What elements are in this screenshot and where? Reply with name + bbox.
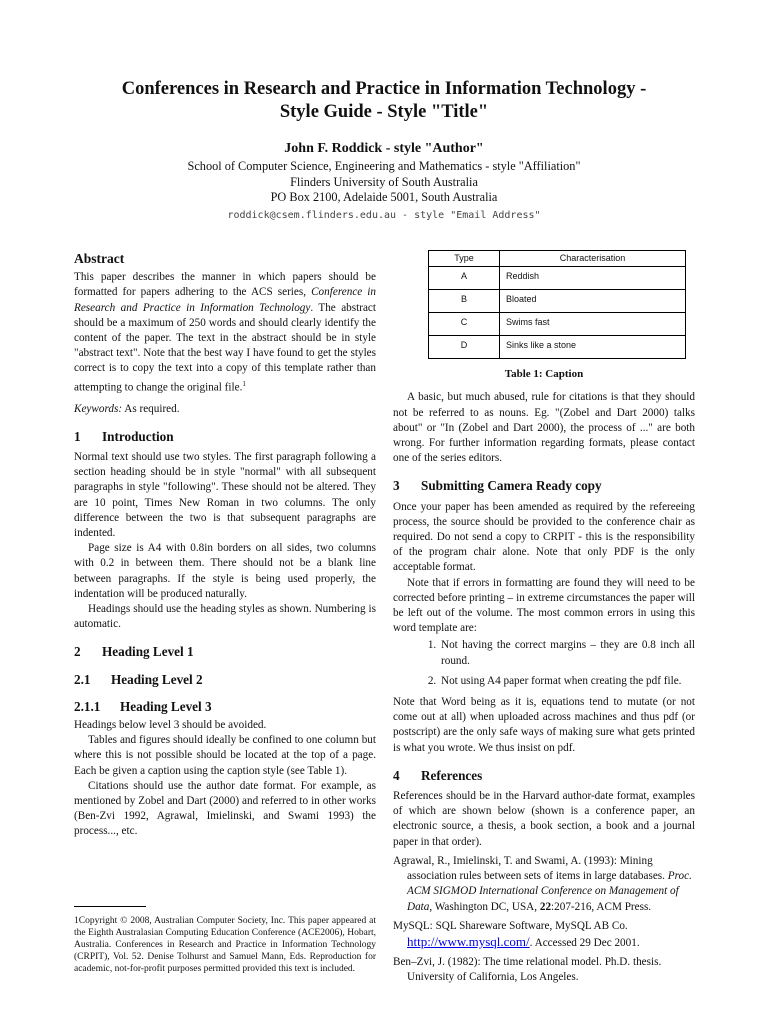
affiliation-line-3: PO Box 2100, Adelaide 5001, South Australia bbox=[270, 190, 498, 204]
camera-ready-paragraph-2: Note that if errors in formatting are found they will need to be corrected before printing – in extreme circumstances the paper will be left out of the volume. The most common errors in using this word template are: bbox=[393, 576, 695, 635]
copyright-footnote: 1Copyright © 2008, Australian Computer Society, Inc. This paper appeared at the Eighth Australasian Computing Education Conference (ACE2006), Hobart, Australia. Conferences in Research and Practice in Information Technology (CRPIT), Vol. 52. Denise Tolhurst and Samuel Mann, Eds. Reproduction for academic, not-for-profit purposes permitted provided this text is included. bbox=[74, 915, 376, 975]
example-table bbox=[428, 250, 686, 359]
affiliation-line-2: Flinders University of South Australia bbox=[290, 174, 478, 189]
section-title: Submitting Camera Ready copy bbox=[421, 478, 602, 494]
mysql-link[interactable]: http://www.mysql.com/ bbox=[407, 933, 530, 949]
heading3-paragraph-2: Tables and figures should ideally be confined to one column but where this is not possible should be located at the top of a page. Each be given a caption using the caption style (see Table 1). bbox=[74, 734, 376, 777]
camera-ready-paragraph-1: Once your paper has been amended as required by the refereeing process, the source should be provided to the conference chair as required. Do not send a copy to CRPIT - this is the responsibility of the program chair alone. Note that only PDF is the only acceptable format. bbox=[393, 500, 695, 574]
table-cell-type: D bbox=[429, 336, 500, 359]
table-caption: Table 1: Caption bbox=[504, 368, 584, 381]
ref-text: , Washington DC, USA, bbox=[429, 900, 540, 913]
intro-paragraph-3: Headings should use the heading styles as shown. Numbering is automatic. bbox=[74, 603, 376, 631]
heading3-paragraph-1: Headings below level 3 should be avoided. bbox=[74, 719, 267, 732]
ref-text: . Accessed 29 Dec 2001. bbox=[529, 936, 640, 949]
ref-text: MySQL: SQL Shareware Software, MySQL AB Co. bbox=[393, 919, 628, 932]
section-title: Heading Level 2 bbox=[111, 671, 203, 687]
table-row bbox=[429, 336, 686, 359]
section-title: Introduction bbox=[102, 428, 174, 444]
list-item: 1. Not having the correct margins – they are 0.8 inch all round. bbox=[439, 638, 695, 668]
section-number: 2.1 bbox=[74, 671, 91, 687]
section-heading-level-2 bbox=[74, 672, 376, 687]
table-cell-type: A bbox=[429, 267, 500, 290]
section-number: 2 bbox=[74, 644, 81, 660]
section-number: 1 bbox=[74, 428, 81, 444]
table-header-characterisation: Characterisation bbox=[500, 251, 686, 267]
table-cell-characterisation: Bloated bbox=[500, 290, 686, 313]
abstract-heading: Abstract bbox=[74, 251, 125, 266]
table-cell-characterisation: Sinks like a stone bbox=[500, 336, 686, 359]
table-cell-characterisation: Swims fast bbox=[500, 313, 686, 336]
ref-volume: 22 bbox=[539, 900, 552, 913]
email-address: roddick@csem.flinders.edu.au - style "Email Address" bbox=[227, 210, 541, 221]
reference-entry-agrawal bbox=[393, 854, 695, 915]
footnote-marker[interactable]: 1 bbox=[242, 379, 246, 388]
table-cell-type: C bbox=[429, 313, 500, 336]
table-header-type: Type bbox=[429, 251, 500, 267]
table-cell-characterisation: Reddish bbox=[500, 267, 686, 290]
section-heading-introduction bbox=[74, 429, 376, 444]
footnote-divider bbox=[74, 906, 146, 907]
table-row bbox=[429, 313, 686, 336]
affiliation-line-1: School of Computer Science, Engineering and Mathematics - style "Affiliation" bbox=[187, 159, 581, 173]
section-heading-level-1 bbox=[74, 644, 376, 659]
right-column bbox=[393, 248, 695, 990]
section-title: Heading Level 1 bbox=[102, 644, 194, 660]
ref-text: Agrawal, R., Imielinski, T. and Swami, A. (1993): Mining association rules between sets of items in large databases. bbox=[393, 854, 668, 883]
section-heading-references bbox=[393, 768, 695, 783]
affiliation bbox=[60, 159, 708, 206]
section-number: 2.1.1 bbox=[74, 698, 101, 714]
intro-paragraph-1: Normal text should use two styles. The first paragraph following a section heading should be in style "normal" with all subsequent paragraphs in style "following". These should not be altered. They are 10 point, Times New Roman in two columns. The only difference between the two is that subsequent paragraphs are indented. bbox=[74, 450, 376, 539]
list-item: 2. Not using A4 paper format when creating the pdf file. bbox=[439, 674, 695, 689]
reference-entry-mysql bbox=[393, 919, 695, 951]
section-heading-camera-ready bbox=[393, 478, 695, 493]
section-number: 4 bbox=[393, 767, 400, 783]
references-intro: References should be in the Harvard author-date format, examples of which are shown below (shown is a conference paper, an electronic source, a thesis, a book section, a book and a journal paper in that order). bbox=[393, 790, 695, 848]
table-row bbox=[429, 290, 686, 313]
ref-text: :207-216, ACM Press. bbox=[551, 900, 652, 913]
table-row bbox=[429, 267, 686, 290]
keywords-value: As required. bbox=[122, 402, 180, 415]
section-title: References bbox=[421, 767, 483, 783]
section-number: 3 bbox=[393, 478, 400, 494]
reference-entry-benzvi: Ben–Zvi, J. (1982): The time relational model. Ph.D. thesis. University of California, Los Angeles. bbox=[393, 956, 662, 984]
table-cell-type: B bbox=[429, 290, 500, 313]
intro-paragraph-2: Page size is A4 with 0.8in borders on all sides, two columns with 0.2 in between them. There should not be a blank line between paragraphs. If the style is being used properly, the indentation will be produced naturally. bbox=[74, 542, 376, 600]
keywords bbox=[74, 402, 376, 417]
section-heading-level-3 bbox=[74, 699, 376, 714]
title-line-2: Style Guide - Style "Title" bbox=[279, 102, 489, 122]
ref-venue: Proc. ACM SIGMOD International Conference on Management of Data bbox=[407, 870, 692, 913]
section-title: Heading Level 3 bbox=[120, 698, 212, 714]
abstract-text-part-2: . The abstract should be a maximum of 250 words and should clearly identify the content of the paper. The text in the abstract should be in style "abstract text". Note that the best way I have found to get the styles correct is to copy the text into a copy of this template rather than attempting to change the original file. bbox=[74, 301, 376, 394]
abstract-text bbox=[74, 270, 376, 395]
heading3-paragraph-3: Citations should use the author date format. For example, as mentioned by Zobel and Dart (2000) and referred to in other works (Ben-Zvi 1992, Agrawal, Imielinski, and Swami 1993) the process..., etc. bbox=[74, 779, 376, 838]
citation-paragraph: A basic, but much abused, rule for citations is that they should not be referred to as nouns. Eg. "(Zobel and Dart 2000) talks about" or "In (Zobel and Dart 2000), the process of ..." are both wrong. For further information regarding formats, please contact one of the series editors. bbox=[393, 391, 695, 465]
common-errors-list bbox=[393, 638, 695, 689]
keywords-label: Keywords: bbox=[74, 402, 123, 415]
paper-title bbox=[60, 78, 708, 124]
camera-ready-paragraph-3: Note that Word being as it is, equations tend to mutate (or not come out at all) when uploaded across machines and thus pdf (or postscript) are the only safe ways of making sure what gets printed is what you wrote. We thus insist on pdf. bbox=[393, 696, 695, 754]
title-line-1: Conferences in Research and Practice in Information Technology - bbox=[121, 79, 647, 99]
left-column bbox=[74, 248, 376, 976]
table-header-row bbox=[429, 251, 686, 267]
author-name: John F. Roddick - style "Author" bbox=[284, 141, 484, 156]
abstract-text-part-1: This paper describes the manner in which papers should be formatted for papers adhering to the ACS series, bbox=[74, 271, 376, 299]
abstract-series-name: Conference in Research and Practice in Information Technology bbox=[74, 286, 377, 314]
